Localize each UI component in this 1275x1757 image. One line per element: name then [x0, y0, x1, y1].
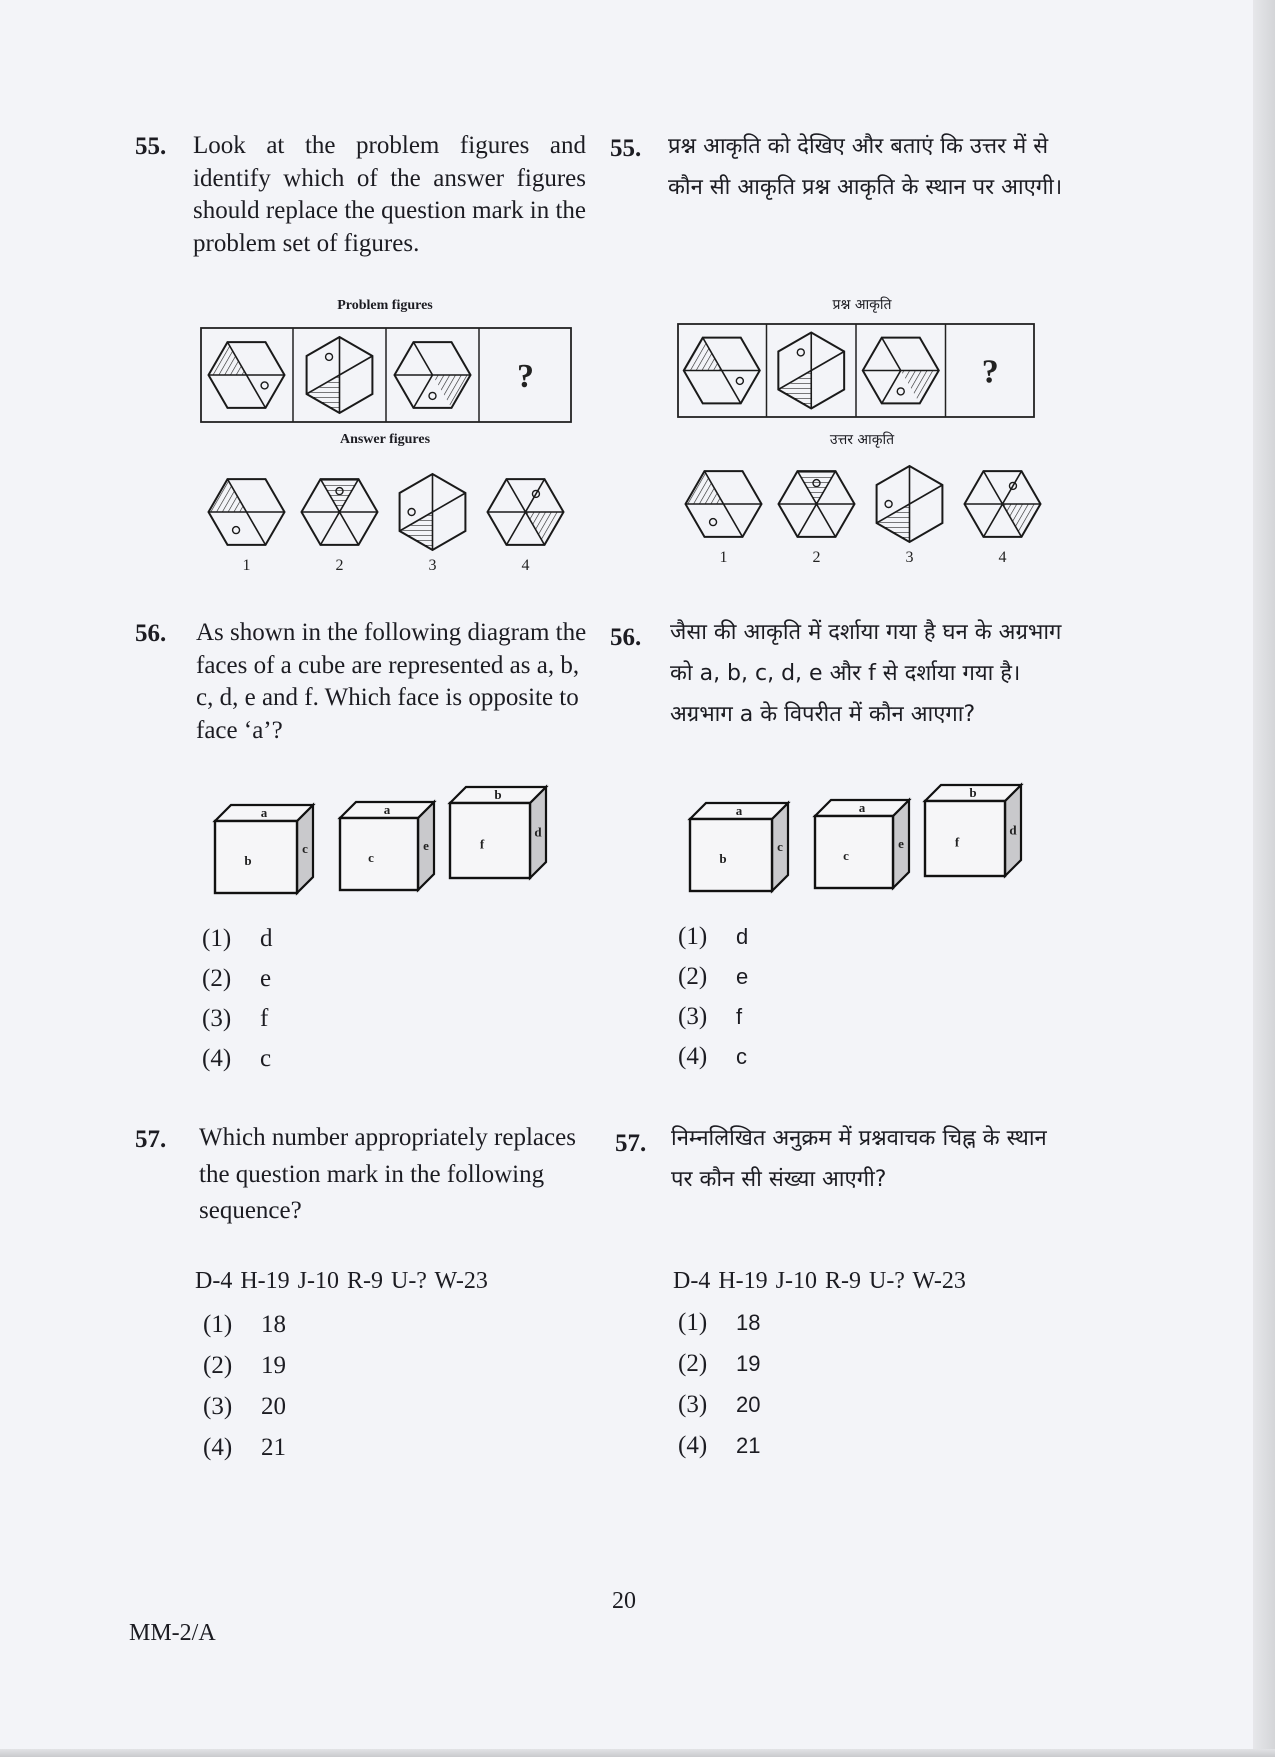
problem-figures-label-en: Problem figures	[337, 298, 433, 313]
cube-2	[815, 800, 909, 888]
option-number: (3)	[678, 1391, 708, 1418]
small-circle-icon	[326, 353, 333, 360]
option-number: (3)	[678, 1003, 708, 1030]
question-mark: ?	[517, 358, 534, 395]
q56-text-en: As shown in the following diagram the faces of a cube are represented as a, b, c, d, e and f. Which face is opposite to face ‘a’?	[196, 619, 587, 744]
option-text: 21	[261, 1434, 286, 1461]
cube-top-label: a	[735, 803, 743, 818]
q57-hi-option-3[interactable]	[678, 1391, 760, 1419]
option-text: e	[736, 964, 749, 989]
answer-figure-3	[877, 466, 943, 542]
option-number: (4)	[678, 1043, 708, 1070]
option-number: (4)	[678, 1432, 708, 1459]
q56-number-hi: 56.	[610, 624, 642, 651]
small-circle-icon	[885, 501, 892, 508]
option-number: (1)	[678, 923, 708, 950]
cube-top-label: a	[858, 800, 866, 815]
q55-text-en: Look at the problem figures and identify which of the answer figures should replace the question mark in the problem set of figures.	[193, 132, 586, 257]
q56-hi-option-2[interactable]	[678, 963, 748, 991]
cube-side-label: e	[423, 838, 429, 853]
cube-front-label: c	[368, 850, 374, 865]
cube-side-label: d	[534, 824, 542, 840]
small-circle-icon	[797, 349, 804, 356]
cube-front-label: b	[244, 853, 252, 868]
q56-text-hi: जैसा की आकृति में दर्शाया गया है घन के अग्रभाग को a, b, c, d, e और f से दर्शाया गया है। अग्रभाग a के विपरीत में कौन आएगा?	[670, 620, 1062, 727]
option-text: d	[260, 925, 273, 952]
cube-3	[450, 787, 546, 878]
option-number: (2)	[202, 965, 232, 992]
answer-figure-number: 1	[719, 549, 728, 566]
q55-number-hi: 55.	[610, 135, 642, 162]
problem-figure-3	[863, 338, 939, 404]
small-circle-icon	[233, 527, 240, 534]
cube-top-label: b	[969, 785, 977, 800]
cube-front-label: b	[719, 851, 727, 866]
option-text: 18	[736, 1310, 761, 1335]
cube-2	[340, 802, 434, 890]
q55-number-en: 55.	[135, 133, 167, 160]
option-text: 20	[261, 1393, 286, 1420]
answer-figure-4	[965, 471, 1041, 537]
problem-figure-2	[778, 333, 844, 409]
cube-figures-hi	[685, 778, 1055, 908]
option-text: 18	[261, 1311, 286, 1338]
q57-hi-option-4[interactable]	[678, 1432, 760, 1460]
problem-figure-1	[684, 338, 760, 404]
q56-en-option-2[interactable]	[202, 965, 271, 993]
footer-code: MM-2/A	[129, 1620, 216, 1646]
cube-1	[215, 805, 313, 893]
q57-text-hi: निम्नलिखित अनुक्रम में प्रश्नवाचक चिह्न के स्थान पर कौन सी संख्या आएगी?	[671, 1126, 1047, 1192]
q57-en-option-4[interactable]	[203, 1434, 286, 1462]
scan-bottom-edge	[0, 1749, 1275, 1757]
answer-figure-number: 1	[242, 557, 251, 574]
cube-top-label: a	[260, 805, 268, 820]
answer-figure-number: 3	[428, 557, 437, 574]
answer-figure-1	[686, 471, 762, 537]
cube-1	[690, 803, 788, 891]
q57-sequence-hi: D-4 H-19 J-10 R-9 U-? W-23	[673, 1268, 966, 1294]
q57-en-option-3[interactable]	[203, 1393, 286, 1421]
cube-side-label: c	[302, 841, 308, 856]
small-circle-icon	[897, 388, 904, 395]
answer-figure-3	[400, 474, 466, 550]
page-number: 20	[612, 1588, 636, 1614]
cube-side-label: e	[898, 836, 904, 851]
option-text: c	[260, 1045, 272, 1072]
answer-figure-1	[209, 479, 285, 545]
cube-front-label: f	[954, 834, 960, 850]
option-number: (3)	[203, 1393, 233, 1420]
q55-text-hi: प्रश्न आकृति को देखिए और बताएं कि उत्तर में से कौन सी आकृति प्रश्न आकृति के स्थान पर आएगी।	[668, 134, 1063, 200]
problem-figures-hi	[677, 323, 1035, 418]
answer-figures-en	[200, 470, 572, 580]
option-text: 19	[736, 1351, 761, 1376]
option-number: (1)	[678, 1309, 708, 1336]
cube-3	[925, 785, 1021, 876]
option-text: d	[736, 924, 749, 949]
option-number: (4)	[202, 1045, 232, 1072]
option-number: (1)	[203, 1311, 233, 1338]
q57-hi-option-2[interactable]	[678, 1350, 760, 1378]
q56-en-option-4[interactable]	[202, 1045, 271, 1073]
cube-side-label: d	[1009, 822, 1017, 838]
problem-figure-1	[209, 342, 285, 408]
cube-top-label: a	[383, 802, 391, 817]
q56-hi-option-3[interactable]	[678, 1003, 742, 1031]
answer-figure-number: 2	[335, 557, 344, 574]
q57-sequence-en: D-4 H-19 J-10 R-9 U-? W-23	[195, 1268, 488, 1294]
scan-edge	[1253, 0, 1275, 1757]
cube-side-label: c	[777, 839, 783, 854]
problem-figures-en	[200, 327, 572, 423]
option-text: 21	[736, 1433, 761, 1458]
answer-figure-2	[302, 479, 378, 545]
problem-figure-3	[395, 342, 471, 408]
option-number: (2)	[203, 1352, 233, 1379]
problem-figure-2	[307, 337, 373, 413]
q57-text-en: Which number appropriately replaces the question mark in the following sequence?	[199, 1124, 576, 1224]
small-circle-icon	[736, 377, 743, 384]
q56-hi-option-1[interactable]	[678, 923, 748, 951]
small-circle-icon	[429, 392, 436, 399]
small-circle-icon	[261, 382, 268, 389]
cube-front-label: c	[843, 848, 849, 863]
answer-figures-label-hi: उत्तर आकृति	[829, 432, 895, 448]
problem-figures-label-hi: प्रश्न आकृति	[832, 297, 892, 313]
q57-number-en: 57.	[135, 1126, 167, 1153]
option-text: 20	[736, 1392, 761, 1417]
option-text: c	[736, 1044, 747, 1069]
answer-figure-number: 4	[998, 549, 1007, 566]
answer-figure-2	[779, 471, 855, 537]
answer-figures-hi	[677, 462, 1049, 572]
cube-top-label: b	[494, 787, 502, 802]
option-number: (3)	[202, 1005, 232, 1032]
option-text: e	[260, 965, 272, 992]
option-number: (2)	[678, 963, 708, 990]
small-circle-icon	[408, 509, 415, 516]
option-text: 19	[261, 1352, 286, 1379]
answer-figure-number: 3	[905, 549, 914, 566]
option-number: (1)	[202, 925, 232, 952]
option-text: f	[736, 1004, 743, 1029]
option-number: (2)	[678, 1350, 708, 1377]
answer-figures-label-en: Answer figures	[339, 432, 431, 447]
option-text: f	[260, 1005, 269, 1032]
cube-front-label: f	[479, 836, 485, 852]
q57-hi-option-1[interactable]	[678, 1309, 760, 1337]
q57-en-option-2[interactable]	[203, 1352, 286, 1380]
q56-hi-option-4[interactable]	[678, 1043, 747, 1071]
answer-figure-4	[488, 479, 564, 545]
small-circle-icon	[710, 519, 717, 526]
cube-figures-en	[210, 780, 580, 910]
q57-en-option-1[interactable]	[203, 1311, 286, 1339]
q56-en-option-3[interactable]	[202, 1005, 268, 1033]
q56-en-option-1[interactable]	[202, 925, 273, 953]
question-mark: ?	[981, 353, 999, 391]
q57-number-hi: 57.	[615, 1130, 647, 1157]
answer-figure-number: 2	[812, 549, 821, 566]
option-number: (4)	[203, 1434, 233, 1461]
q56-number-en: 56.	[135, 620, 167, 647]
answer-figure-number: 4	[521, 557, 530, 574]
